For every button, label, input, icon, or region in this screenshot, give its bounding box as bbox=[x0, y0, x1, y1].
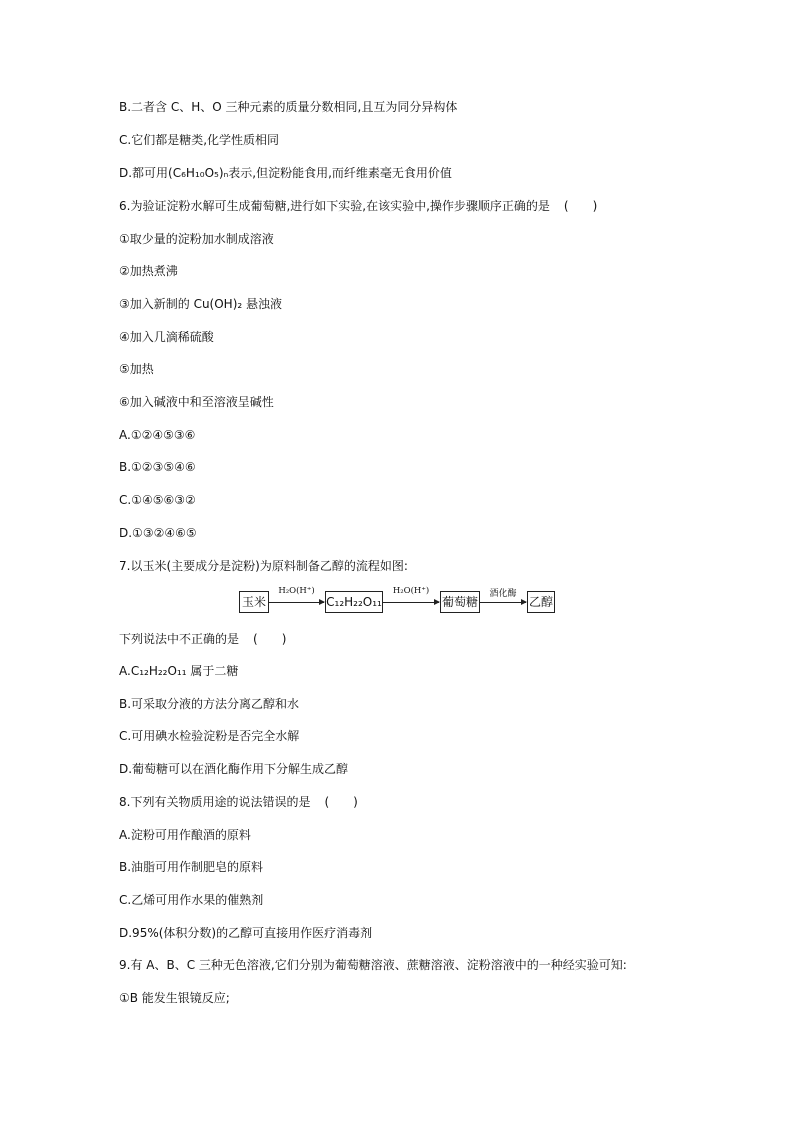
question-8: 8.下列有关物质用途的说法错误的是 ( ) bbox=[119, 795, 358, 809]
step-6: ⑥加入碱液中和至溶液呈碱性 bbox=[119, 395, 274, 409]
option-c-q6: C.①④⑤⑥③② bbox=[119, 493, 196, 507]
question-7: 7.以玉米(主要成分是淀粉)为原料制备乙醇的流程如图: bbox=[119, 559, 408, 573]
option-c-q5: C.它们都是糖类,化学性质相同 bbox=[119, 133, 280, 147]
step-3: ③加入新制的 Cu(OH)₂ 悬浊液 bbox=[119, 297, 283, 311]
flow-node-ethanol: 乙醇 bbox=[527, 591, 555, 613]
step-5: ⑤加热 bbox=[119, 362, 154, 376]
ethanol-flow-diagram bbox=[239, 586, 555, 617]
question-9: 9.有 A、B、C 三种无色溶液,它们分别为葡萄糖溶液、蔗糖溶液、淀粉溶液中的一种经实验可知: bbox=[119, 958, 627, 972]
question-9-clue-1: ①B 能发生银镜反应; bbox=[119, 991, 230, 1005]
option-a-q8: A.淀粉可用作酿酒的原料 bbox=[119, 828, 251, 842]
option-c-q7: C.可用碘水检验淀粉是否完全水解 bbox=[119, 729, 300, 743]
flow-node-glucose: 葡萄糖 bbox=[440, 591, 480, 613]
option-b-q8: B.油脂可用作制肥皂的原料 bbox=[119, 860, 264, 874]
flow-node-disaccharide: C₁₂H₂₂O₁₁ bbox=[325, 591, 383, 613]
step-1: ①取少量的淀粉加水制成溶液 bbox=[119, 232, 274, 246]
flow-arrow-1 bbox=[269, 602, 324, 603]
flow-condition-1: H₂O(H⁺) bbox=[278, 586, 315, 596]
answer-blank: ( ) bbox=[563, 199, 598, 213]
flow-arrow-2 bbox=[383, 602, 439, 603]
option-b-q7: B.可采取分液的方法分离乙醇和水 bbox=[119, 697, 300, 711]
answer-blank: ( ) bbox=[253, 632, 287, 646]
flow-condition-3: 酒化酶 bbox=[489, 589, 517, 599]
option-d-q6: D.①③②④⑥⑤ bbox=[119, 526, 197, 540]
flow-condition-2: H₂O(H⁺) bbox=[392, 586, 430, 596]
option-a-q7: A.C₁₂H₂₂O₁₁ 属于二糖 bbox=[119, 664, 239, 678]
option-d-q5: D.都可用(C₆H₁₀O₅)ₙ表示,但淀粉能食用,而纤维素毫无食用价值 bbox=[119, 166, 452, 180]
option-d-q8: D.95%(体积分数)的乙醇可直接用作医疗消毒剂 bbox=[119, 926, 373, 940]
flow-arrow-3 bbox=[480, 602, 526, 603]
option-a-q6: A.①②④⑤③⑥ bbox=[119, 428, 196, 442]
flow-node-corn: 玉米 bbox=[239, 591, 269, 613]
step-4: ④加入几滴稀硫酸 bbox=[119, 330, 214, 344]
option-b-q6: B.①②③⑤④⑥ bbox=[119, 460, 196, 474]
option-d-q7: D.葡萄糖可以在酒化酶作用下分解生成乙醇 bbox=[119, 762, 349, 776]
option-c-q8: C.乙烯可用作水果的催熟剂 bbox=[119, 893, 264, 907]
answer-blank: ( ) bbox=[324, 795, 358, 809]
step-2: ②加热煮沸 bbox=[119, 264, 178, 278]
question-6: 6.为验证淀粉水解可生成葡萄糖,进行如下实验,在该实验中,操作步骤顺序正确的是 ( ) bbox=[119, 199, 598, 213]
question-7-prompt: 下列说法中不正确的是 ( ) bbox=[119, 632, 287, 646]
option-b-q5: B.二者含 C、H、O 三种元素的质量分数相同,且互为同分异构体 bbox=[119, 100, 458, 114]
